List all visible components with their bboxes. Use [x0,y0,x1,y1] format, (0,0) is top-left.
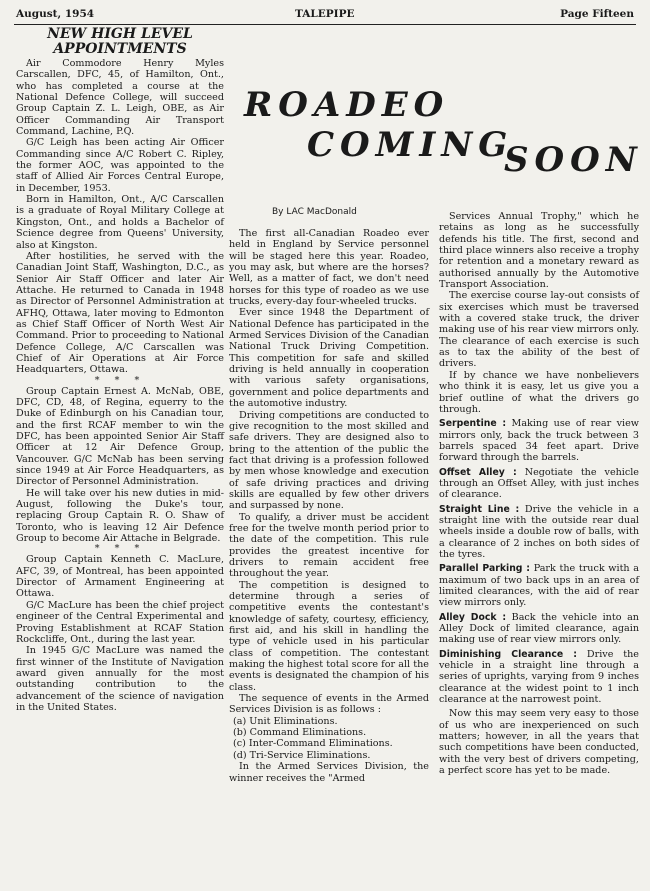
exercise-name: Alley Dock : [439,611,507,623]
paragraph: The competition is designed to determine through a series of competitive events the contestant's knowledge of safety, courtesy, efficiency, first aid, and his skill in handling the type of vehicle used in his particular class of competition. The contestant making the highest total score for all the events is designated the champion of his class. [229,579,429,693]
exercise-desc: Negotiate the vehicle through an Offset Alley, with just inches of clearance. [439,466,639,501]
exercise-name: Diminishing Clearance : [439,648,577,660]
paragraph: In the Armed Services Division, the winner receives the "Armed [229,761,429,784]
page-number: Page Fifteen [560,8,634,20]
issue-date: August, 1954 [16,8,95,20]
paragraph: He will take over his new duties in mid-August, following the Duke's tour, replacing Group Captain R. O. Shaw of Toronto, who is leaving 12 Air Defence Group to become Air Attache in Belgrade. [16,487,224,545]
appointments-column [16,58,224,713]
exercise-desc: Back the vehicle into an Alley Dock of limited clearance, again making use of rear view mirrors only. [439,611,639,646]
exercise-name: Straight Line : [439,503,520,515]
exercise-desc: Drive the vehicle in a straight line through a series of uprights, varying from 9 inches clearance at the widest point to 1 inch clearance at the narrowest point. [439,648,639,706]
list-item: (c) Inter-Command Eliminations. [233,738,393,750]
page-header [16,8,634,22]
title-coming: COMING [307,125,514,165]
paragraph: The first all-Canadian Roadeo ever held in England by Service personnel will be staged here this year. Roadeo, you may ask, but where are the horses? Well, as a matter of fact, we don't need horses for this type of roadeo as we use trucks, every-day four-wheeled trucks. [229,228,429,308]
list-item: (d) Tri-Service Eliminations. [233,749,371,761]
paragraph: Born in Hamilton, Ont., A/C Carscallen is a graduate of Royal Military College at Kingston, Ont., and holds a Bachelor of Science degree from Queens' University, also at Kingston. [16,194,224,251]
roadeo-column-2 [439,211,639,777]
exercise-name: Offset Alley : [439,466,517,478]
header-rule [14,24,636,25]
section-separator: * * * [94,543,146,555]
paragraph: Services Annual Trophy," which he retains as long as he successfully defends his title. The first, second and third place winners also receive a trophy for retention and a monetary reward as authorised annually by the Automotive Transport Association. [439,211,639,291]
paragraph: The sequence of events in the Armed Services Division is as follows : [229,693,429,716]
exercise-name: Parallel Parking : [439,563,531,575]
title-soon: SOON [504,140,643,180]
exercise-item [439,504,639,561]
paragraph: Group Captain Kenneth C. MacLure, AFC, 39, of Montreal, has been appointed Director of Armament Engineering at Ottawa. [16,554,224,600]
exercise-item [439,467,639,501]
list-item: (b) Command Eliminations. [233,727,367,739]
paragraph: Now this may seem very easy to those of us who are inexperienced on such matters; however, in all the years that such competitions have been conducted, with the very best of drivers competing, a perfect score has yet to be made. [439,708,639,777]
exercise-desc: Drive the vehicle in a straight line with the outside rear dual wheels inside a double row of balls, with a clearance of 2 inches on both sides of the tyres. [439,503,639,560]
paragraph: Group Captain Ernest A. McNab, OBE, DFC, CD, 48, of Regina, equerry to the Duke of Edinburgh on his Canadian tour, and the first RCAF member to win the DFC, has been appointed Senior Air Staff Officer at 12 Air Defence Group, Vancouver. G/C McNab has been serving since 1949 at Air Force Headquarters, as Director of Personnel Administration. [16,385,224,488]
paragraph: Ever since 1948 the Department of National Defence has participated in the Armed Services Division of the Canadian National Truck Driving Competition. This competition for safe and skilled driving is held annually in cooperation with various safety organisations, government and police departments and the automotive industry. [229,307,429,410]
paragraph: After hostilities, he served with the Canadian Joint Staff, Washington, D.C., as Senior Air Staff Officer and later Air Attache. He returned to Canada in 1948 as Director of Personnel Administration at AFHQ, Ottawa, later moving to Edmonton as Chief Staff Officer of North West Air Command. Prior to proceeding to National Defence College, A/C Carscallen was Chief of Air Operations at Air Force Headquarters, Ottawa. [16,250,224,376]
exercise-desc: Making use of rear view mirrors only, back the truck between 3 barrels spaced 34 feet apart. Drive forward through the barrels. [439,418,639,464]
event-list [229,716,429,761]
title-roadeo: ROADEO [244,85,450,125]
section-separator: * * * [94,374,146,386]
publication-name: TALEPIPE [295,8,355,20]
exercise-desc: Park the truck with a maximum of two back ups in an area of limited clearances, with the aid of rear view mirrors only. [439,563,639,609]
paragraph: If by chance we have nonbelievers who think it is easy, let us give you a brief outline of what the drivers go through. [439,369,639,415]
byline: By LAC MacDonald [272,207,357,217]
appointments-heading: NEW HIGH LEVEL APPOINTMENTS [47,26,193,57]
roadeo-column-1 [229,228,429,784]
paragraph: To qualify, a driver must be accident free for the twelve month period prior to the date of the competition. This rule provides the greatest incentive for drivers to remain accident free throughout the year. [229,511,429,580]
exercise-item [439,649,639,706]
paragraph: The exercise course lay-out consists of six exercises which must be traversed with a covered stake truck, the driver making use of his rear view mirrors only. The clearance of each exercise is such as to tax the ability of the best of drivers. [439,290,639,370]
exercise-item [439,418,639,463]
exercise-name: Serpentine : [439,418,507,430]
paragraph: Driving competitions are conducted to give recognition to the most skilled and safe drivers. They are designed also to bring to the attention of the public the fact that driving is a profession followed by men whose knowledge and execution of safe driving practices and driving skills are equalled by few other drivers and surpassed by none. [229,409,429,512]
exercise-item [439,563,639,608]
paragraph: In 1945 G/C MacLure was named the first winner of the Institute of Navigation award given annually for the most outstanding contribution to the advancement of the science of navigation in the United States. [16,645,224,713]
list-item: (a) Unit Eliminations. [233,715,338,727]
paragraph: Air Commodore Henry Myles Carscallen, DFC, 45, of Hamilton, Ont., who has completed a course at the National Defence College, will succeed Group Captain Z. L. Leigh, OBE, as Air Officer Commanding Air Transport Command, Lachine, P.Q. [16,58,224,138]
paragraph: G/C MacLure has been the chief project engineer of the Central Experimental and Proving Establishment at RCAF Station Rockcliffe, Ont., during the last year. [16,599,224,645]
paragraph: G/C Leigh has been acting Air Officer Commanding since A/C Robert C. Ripley, the former AOC, was appointed to the staff of Allied Air Forces Central Europe, in December, 1953. [16,137,224,194]
exercise-item [439,612,639,646]
